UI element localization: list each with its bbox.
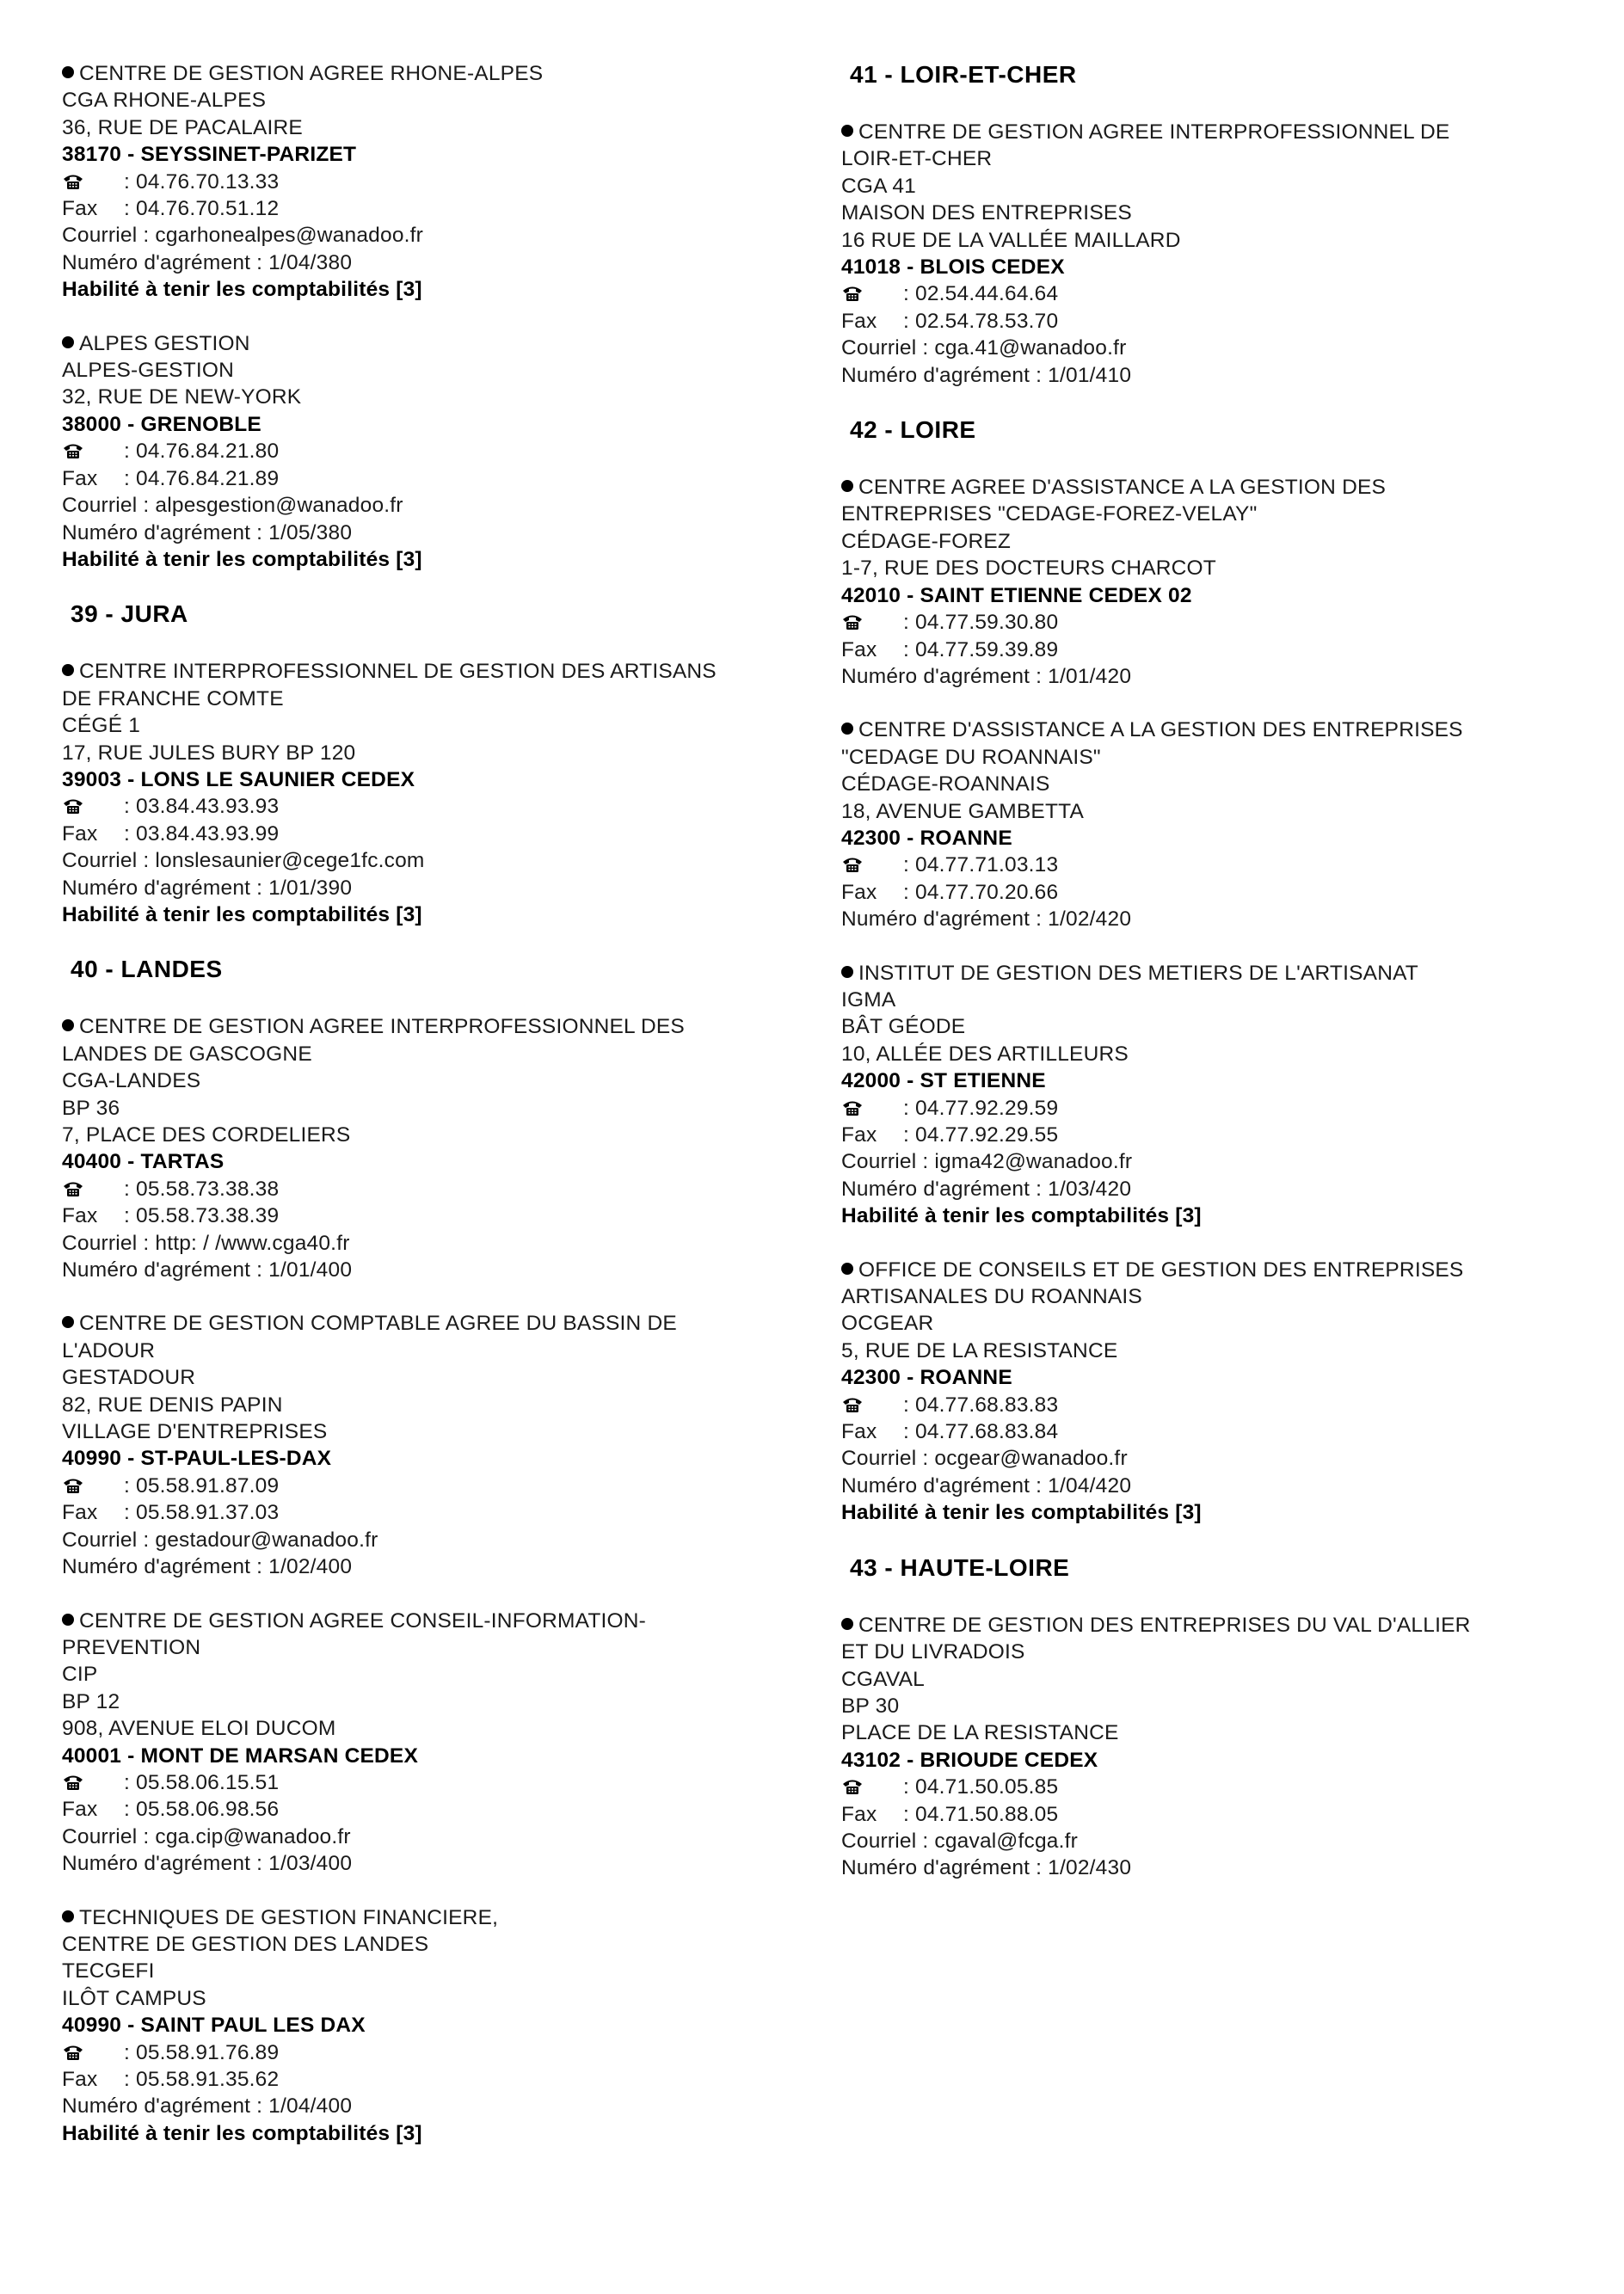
directory-entry <box>841 716 1555 932</box>
directory-entry <box>62 1608 810 1878</box>
fax-line <box>841 879 1555 906</box>
entry-name: CENTRE AGREE D'ASSISTANCE A LA GESTION DES <box>858 476 1387 500</box>
entry-name: CENTRE DE GESTION COMPTABLE AGREE DU BASSIN DE <box>79 1312 677 1336</box>
directory-entry <box>62 658 810 928</box>
agrement-number: Numéro d'agrément : 1/02/420 <box>841 907 1132 932</box>
address-line: 5, RUE DE LA RESISTANCE <box>841 1338 1118 1362</box>
entry-name-line <box>62 330 810 357</box>
address-line: ILÔT CAMPUS <box>62 1986 206 2010</box>
fax-label: Fax <box>62 821 98 846</box>
address-line: ARTISANALES DU ROANNAIS <box>841 1285 1142 1309</box>
address-line: 908, AVENUE ELOI DUCOM <box>62 1717 336 1741</box>
telephone-number: : 04.76.70.13.33 <box>124 169 280 194</box>
section-heading: 42 - LOIRE <box>850 416 976 444</box>
fax-number: : 04.76.84.21.89 <box>124 466 280 490</box>
telephone-icon <box>841 1396 903 1413</box>
fax-line <box>841 1418 1555 1445</box>
address-line: LANDES DE GASCOGNE <box>62 1042 312 1066</box>
fax-label: Fax <box>841 1123 877 1147</box>
postal-city: 40400 - TARTAS <box>62 1150 225 1174</box>
telephone-icon <box>62 1774 124 1791</box>
address-line: CGAVAL <box>841 1667 925 1691</box>
agrement-number: Numéro d'agrément : 1/04/400 <box>62 2094 353 2119</box>
entry-name: INSTITUT DE GESTION DES METIERS DE L'ARTISANAT <box>858 961 1418 985</box>
agrement-number: Numéro d'agrément : 1/03/400 <box>62 1852 353 1876</box>
fax-label: Fax <box>62 466 98 490</box>
fax-label: Fax <box>841 1802 877 1826</box>
address-line: PLACE DE LA RESISTANCE <box>841 1721 1119 1745</box>
agrement-number: Numéro d'agrément : 1/01/410 <box>841 363 1132 387</box>
bullet-icon <box>62 664 74 676</box>
email-line: Courriel : ocgear@wanadoo.fr <box>841 1447 1128 1471</box>
section-heading: 39 - JURA <box>71 600 188 628</box>
telephone-number: : 04.77.59.30.80 <box>903 611 1059 635</box>
telephone-line <box>62 169 810 195</box>
fax-line <box>62 1796 810 1823</box>
fax-label: Fax <box>62 197 98 221</box>
telephone-line <box>62 793 810 820</box>
entry-name-line <box>62 1310 810 1337</box>
entry-name: CENTRE DE GESTION AGREE CONSEIL-INFORMATION- <box>79 1608 647 1633</box>
fax-number: : 02.54.78.53.70 <box>903 309 1059 333</box>
fax-line <box>62 2066 810 2093</box>
telephone-icon <box>841 1099 903 1116</box>
postal-city: 42300 - ROANNE <box>841 826 1012 850</box>
telephone-number: : 02.54.44.64.64 <box>903 282 1059 306</box>
habilitation-note: Habilité à tenir les comptabilités [3] <box>62 547 422 571</box>
fax-line <box>62 465 810 492</box>
email-line: Courriel : cgarhonealpes@wanadoo.fr <box>62 224 424 248</box>
postal-city: 42000 - ST ETIENNE <box>841 1069 1046 1093</box>
fax-label: Fax <box>841 309 877 333</box>
directory-entry <box>62 1904 810 2148</box>
agrement-number: Numéro d'agrément : 1/02/400 <box>62 1555 353 1579</box>
address-line: 7, PLACE DES CORDELIERS <box>62 1123 351 1147</box>
fax-label: Fax <box>62 1798 98 1822</box>
address-line: IGMA <box>841 987 896 1012</box>
address-line: MAISON DES ENTREPRISES <box>841 201 1132 225</box>
fax-line <box>841 1122 1555 1148</box>
directory-entry <box>841 960 1555 1230</box>
directory-entry <box>62 60 810 304</box>
entry-name-line <box>841 474 1555 501</box>
bullet-icon <box>841 966 853 978</box>
postal-city: 39003 - LONS LE SAUNIER CEDEX <box>62 767 415 791</box>
fax-label: Fax <box>841 1420 877 1444</box>
address-line: TECGEFI <box>62 1959 155 1983</box>
address-line: 16 RUE DE LA VALLÉE MAILLARD <box>841 228 1181 252</box>
entry-name: ALPES GESTION <box>79 331 250 355</box>
telephone-number: : 05.58.73.38.38 <box>124 1177 280 1201</box>
address-line: 82, RUE DENIS PAPIN <box>62 1393 283 1417</box>
postal-city: 40001 - MONT DE MARSAN CEDEX <box>62 1744 419 1768</box>
fax-label: Fax <box>62 1204 98 1228</box>
address-line: 36, RUE DE PACALAIRE <box>62 115 303 139</box>
telephone-line <box>841 1392 1555 1418</box>
address-line: ALPES-GESTION <box>62 359 235 383</box>
address-line: 32, RUE DE NEW-YORK <box>62 385 302 409</box>
section-heading: 40 - LANDES <box>71 956 223 983</box>
email-line: Courriel : cga.41@wanadoo.fr <box>841 336 1127 360</box>
telephone-number: : 04.77.92.29.59 <box>903 1096 1059 1120</box>
bullet-icon <box>841 480 853 492</box>
telephone-number: : 04.71.50.05.85 <box>903 1775 1059 1799</box>
telephone-line <box>62 2039 810 2066</box>
entry-name-line <box>841 960 1555 987</box>
bullet-icon <box>841 1263 853 1275</box>
address-line: BP 12 <box>62 1689 120 1713</box>
entry-name-line <box>62 1608 810 1634</box>
telephone-icon <box>62 173 124 190</box>
address-line: 18, AVENUE GAMBETTA <box>841 799 1084 823</box>
telephone-number: : 05.58.06.15.51 <box>124 1770 280 1794</box>
postal-city: 42010 - SAINT ETIENNE CEDEX 02 <box>841 583 1192 607</box>
address-line: LOIR-ET-CHER <box>841 147 993 171</box>
email-line: Courriel : cgaval@fcga.fr <box>841 1829 1078 1853</box>
postal-city: 42300 - ROANNE <box>841 1366 1012 1390</box>
fax-line <box>62 195 810 222</box>
fax-number: : 04.76.70.51.12 <box>124 197 280 221</box>
entry-name-line <box>62 60 810 87</box>
email-line: Courriel : lonslesaunier@cege1fc.com <box>62 849 425 873</box>
address-line: BP 30 <box>841 1694 900 1718</box>
fax-label: Fax <box>62 1501 98 1525</box>
fax-number: : 05.58.06.98.56 <box>124 1798 280 1822</box>
fax-number: : 05.58.73.38.39 <box>124 1204 280 1228</box>
fax-line <box>62 821 810 847</box>
telephone-icon <box>841 613 903 630</box>
fax-number: : 04.71.50.88.05 <box>903 1802 1059 1826</box>
address-line: 10, ALLÉE DES ARTILLEURS <box>841 1042 1129 1066</box>
fax-number: : 05.58.91.35.62 <box>124 2068 280 2091</box>
entry-name-line <box>62 1904 810 1931</box>
address-line: OCGEAR <box>841 1312 934 1336</box>
address-line: BÂT GÉODE <box>841 1015 966 1039</box>
directory-entry <box>62 1013 810 1283</box>
entry-name: OFFICE DE CONSEILS ET DE GESTION DES ENTREPRISES <box>858 1258 1464 1282</box>
address-line: 1-7, RUE DES DOCTEURS CHARCOT <box>841 557 1216 581</box>
entry-name-line <box>841 1612 1555 1639</box>
telephone-icon <box>841 285 903 302</box>
section-heading: 43 - HAUTE-LOIRE <box>850 1553 1070 1581</box>
entry-name: CENTRE DE GESTION AGREE RHONE-ALPES <box>79 62 544 85</box>
telephone-line <box>841 852 1555 878</box>
entry-name: CENTRE DE GESTION DES ENTREPRISES DU VAL D'ALLIER <box>858 1613 1471 1637</box>
directory-entry <box>62 330 810 574</box>
address-line: BP 36 <box>62 1096 120 1120</box>
telephone-icon <box>841 856 903 873</box>
fax-line <box>62 1499 810 1526</box>
bullet-icon <box>841 1618 853 1630</box>
bullet-icon <box>841 125 853 137</box>
telephone-line <box>62 1769 810 1796</box>
telephone-icon <box>62 1477 124 1494</box>
section-heading: 41 - LOIR-ET-CHER <box>850 61 1077 88</box>
bullet-icon <box>62 1316 74 1328</box>
telephone-icon <box>841 1778 903 1795</box>
bullet-icon <box>62 336 74 348</box>
agrement-number: Numéro d'agrément : 1/02/430 <box>841 1856 1132 1880</box>
fax-number: : 05.58.91.37.03 <box>124 1501 280 1525</box>
entry-name: CENTRE DE GESTION AGREE INTERPROFESSIONNEL DE <box>858 120 1450 144</box>
email-line: Courriel : http: / /www.cga40.fr <box>62 1231 350 1255</box>
address-line: CGA 41 <box>841 174 916 198</box>
postal-city: 38000 - GRENOBLE <box>62 412 261 436</box>
address-line: PREVENTION <box>62 1635 201 1659</box>
address-line: 17, RUE JULES BURY BP 120 <box>62 741 356 765</box>
telephone-number: : 04.76.84.21.80 <box>124 440 280 464</box>
telephone-line <box>841 609 1555 636</box>
telephone-number: : 05.58.91.76.89 <box>124 2040 280 2064</box>
habilitation-note: Habilité à tenir les comptabilités [3] <box>62 278 422 302</box>
postal-city: 40990 - ST-PAUL-LES-DAX <box>62 1447 332 1471</box>
telephone-icon <box>62 1180 124 1197</box>
address-line: CENTRE DE GESTION DES LANDES <box>62 1932 429 1956</box>
telephone-number: : 04.77.71.03.13 <box>903 853 1059 877</box>
habilitation-note: Habilité à tenir les comptabilités [3] <box>62 2121 422 2145</box>
agrement-number: Numéro d'agrément : 1/01/420 <box>841 664 1132 688</box>
telephone-number: : 04.77.68.83.83 <box>903 1393 1059 1417</box>
email-line: Courriel : alpesgestion@wanadoo.fr <box>62 494 403 518</box>
left-column <box>62 60 810 2174</box>
habilitation-note: Habilité à tenir les comptabilités [3] <box>841 1501 1202 1525</box>
address-line: ENTREPRISES "CEDAGE-FOREZ-VELAY" <box>841 502 1258 526</box>
telephone-number: : 03.84.43.93.93 <box>124 795 280 819</box>
entry-name: CENTRE INTERPROFESSIONNEL DE GESTION DES ARTISANS <box>79 660 717 684</box>
entry-name-line <box>841 119 1555 145</box>
fax-line <box>841 308 1555 335</box>
email-line: Courriel : igma42@wanadoo.fr <box>841 1150 1133 1174</box>
directory-entry <box>841 474 1555 690</box>
bullet-icon <box>62 1910 74 1922</box>
telephone-line <box>841 1095 1555 1122</box>
telephone-line <box>841 280 1555 307</box>
address-line: "CEDAGE DU ROANNAIS" <box>841 745 1101 769</box>
address-line: CGA-LANDES <box>62 1069 201 1093</box>
directory-entry <box>62 1310 810 1580</box>
telephone-icon <box>62 2044 124 2061</box>
postal-city: 40990 - SAINT PAUL LES DAX <box>62 2014 366 2038</box>
fax-number: : 04.77.59.39.89 <box>903 637 1059 661</box>
directory-entry <box>841 1257 1555 1527</box>
agrement-number: Numéro d'agrément : 1/01/390 <box>62 876 353 900</box>
email-line: Courriel : cga.cip@wanadoo.fr <box>62 1824 351 1848</box>
telephone-line <box>62 1473 810 1499</box>
entry-name-line <box>841 716 1555 743</box>
entry-name-line <box>62 658 810 685</box>
agrement-number: Numéro d'agrément : 1/05/380 <box>62 520 353 544</box>
bullet-icon <box>62 1614 74 1626</box>
fax-number: : 04.77.68.83.84 <box>903 1420 1059 1444</box>
address-line: GESTADOUR <box>62 1366 196 1390</box>
address-line: CIP <box>62 1663 98 1687</box>
address-line: DE FRANCHE COMTE <box>62 686 284 710</box>
address-line: CÉDAGE-ROANNAIS <box>841 772 1050 796</box>
email-line: Courriel : gestadour@wanadoo.fr <box>62 1528 378 1552</box>
entry-name-line <box>841 1257 1555 1283</box>
fax-line <box>841 1801 1555 1828</box>
address-line: VILLAGE D'ENTREPRISES <box>62 1420 328 1444</box>
entry-name: CENTRE D'ASSISTANCE A LA GESTION DES ENTREPRISES <box>858 718 1463 742</box>
telephone-number: : 05.58.91.87.09 <box>124 1473 280 1498</box>
bullet-icon <box>841 723 853 735</box>
postal-city: 41018 - BLOIS CEDEX <box>841 255 1065 280</box>
bullet-icon <box>62 66 74 78</box>
fax-line <box>62 1202 810 1229</box>
postal-city: 38170 - SEYSSINET-PARIZET <box>62 143 357 167</box>
fax-label: Fax <box>62 2068 98 2091</box>
habilitation-note: Habilité à tenir les comptabilités [3] <box>62 902 422 926</box>
entry-name: CENTRE DE GESTION AGREE INTERPROFESSIONNEL DES <box>79 1015 685 1039</box>
agrement-number: Numéro d'agrément : 1/01/400 <box>62 1258 353 1282</box>
agrement-number: Numéro d'agrément : 1/04/420 <box>841 1473 1132 1498</box>
telephone-line <box>841 1774 1555 1800</box>
telephone-icon <box>62 797 124 815</box>
fax-label: Fax <box>841 880 877 904</box>
telephone-icon <box>62 442 124 459</box>
entry-name-line <box>62 1013 810 1040</box>
postal-city: 43102 - BRIOUDE CEDEX <box>841 1748 1098 1772</box>
directory-entry <box>841 119 1555 389</box>
bullet-icon <box>62 1019 74 1031</box>
telephone-line <box>62 438 810 464</box>
fax-label: Fax <box>841 637 877 661</box>
fax-number: : 03.84.43.93.99 <box>124 821 280 846</box>
address-line: L'ADOUR <box>62 1338 156 1362</box>
fax-number: : 04.77.92.29.55 <box>903 1123 1059 1147</box>
agrement-number: Numéro d'agrément : 1/04/380 <box>62 250 353 274</box>
address-line: CÉDAGE-FOREZ <box>841 529 1012 553</box>
directory-entry <box>841 1612 1555 1882</box>
agrement-number: Numéro d'agrément : 1/03/420 <box>841 1177 1132 1201</box>
telephone-line <box>62 1176 810 1202</box>
address-line: CGA RHONE-ALPES <box>62 89 267 113</box>
entry-name: TECHNIQUES DE GESTION FINANCIERE, <box>79 1905 499 1929</box>
address-line: CÉGÉ 1 <box>62 714 141 738</box>
fax-line <box>841 637 1555 663</box>
address-line: ET DU LIVRADOIS <box>841 1640 1025 1664</box>
right-column <box>841 60 1555 1909</box>
fax-number: : 04.77.70.20.66 <box>903 880 1059 904</box>
habilitation-note: Habilité à tenir les comptabilités [3] <box>841 1204 1202 1228</box>
